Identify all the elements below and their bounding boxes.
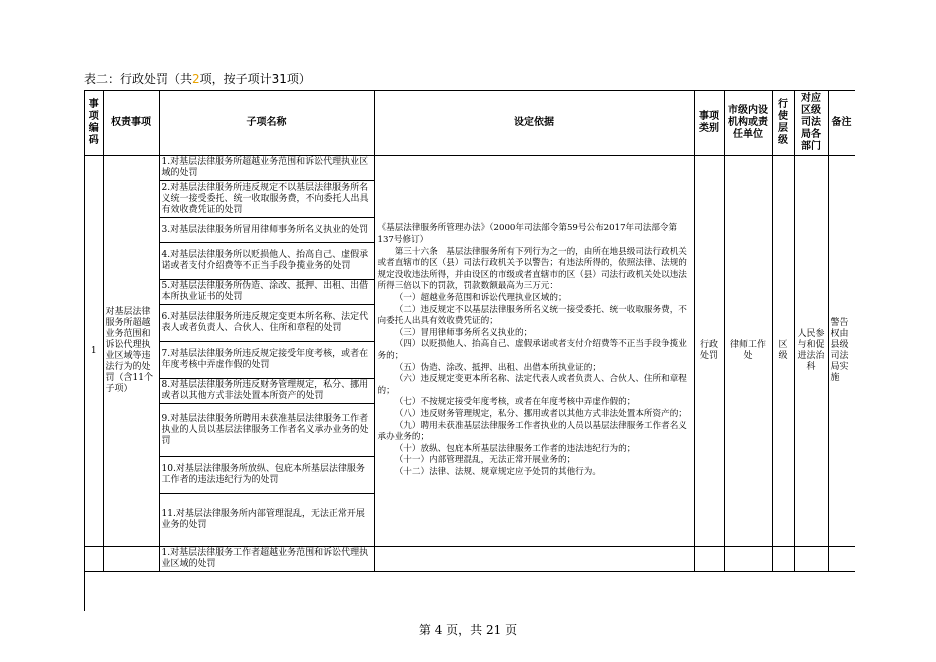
sub-item: 1.对基层法律服务工作者超越业务范围和诉讼代理执业区域的处罚 [159,547,374,572]
item-code [85,547,103,572]
item-category [694,547,724,572]
table-row [85,547,855,572]
power-item: 对基层法律服务所超越业务范围和诉讼代理执业区域等违法行为的处罚（含11个子项） [103,156,159,547]
sub-item: 2.对基层法律服务所违反规定不以基层法律服务所名义统一接受委托、统一收取服务费，不向委托人出具有效收费凭证的处罚 [159,181,374,218]
basis-line: （十二）法律、法规、规章规定应予处罚的其他行为。 [394,466,601,477]
sub-item: 5.对基层法律服务所伪造、涂改、抵押、出租、出借本所执业证书的处罚 [159,280,374,305]
basis-line: （一）超越业务范围和诉讼代理执业区域的； [394,293,567,304]
basis-line: （六）违反规定变更本所名称、法定代表人或者负责人、合伙人、住所和章程的； [377,374,687,396]
exercise-level: 区级 [772,156,794,547]
page-footer: 第 4 页，共 21 页 [418,623,518,637]
legal-basis [374,156,694,547]
item-category: 行政处罚 [694,156,724,547]
penalty-table [85,91,855,572]
header-dept: 对应区级司法局各部门 [794,91,828,156]
header-basis: 设定依据 [374,91,694,156]
district-dept [794,547,828,572]
sub-item: 7.对基层法律服务所违反规定接受年度考核，或者在年度考核中弄虚作假的处罚 [159,342,374,379]
basis-line: （八）违反财务管理规定，私分、挪用或者以其他方式非法处置本所资产的； [394,408,687,419]
caption-prefix: 表二：行政处罚（共 [84,72,193,86]
note: 警告权由县级司法局实施 [828,156,855,547]
basis-line: 第三十六条 基层法律服务所有下列行为之一的，由所在地县级司法行政机关或者直辖市的区（县）司法行政机关予以警告；有违法所得的，依照法律、法规的规定没收违法所得，并由设区的市级或者直辖市的区（县）司法行政机关处以违法所得三倍以下的罚款，罚款数额最高为三万元： [377,246,687,292]
caption-suffix: 项，按子项计31项） [199,72,311,86]
header-item-code: 事项编码 [85,91,103,156]
responsible-unit: 律师工作处 [724,156,772,547]
sub-item: 11.对基层法律服务所内部管理混乱，无法正常开展业务的处罚 [159,494,374,547]
power-item [103,547,159,572]
header-category: 事项类别 [694,91,724,156]
sub-item: 1.对基层法律服务所超越业务范围和诉讼代理执业区域的处罚 [159,156,374,181]
sub-item: 6.对基层法律服务所违反规定变更本所名称、法定代表人或者负责人、合伙人、住所和章程的处罚 [159,305,374,342]
basis-line: （九）聘用未获准基层法律服务工作者执业的人员以基层法律服务工作者名义承办业务的； [377,420,687,443]
basis-line: （四）以贬损他人、抬高自己、虚假承诺或者支付介绍费等不正当手段争揽业务的； [377,339,687,361]
basis-line: （七）不按规定接受年度考核，或者在年度考核中弄虚作假的； [394,397,636,408]
caption-count: 2 [192,72,200,86]
basis-line: （二）违反规定不以基层法律服务所名义统一接受委托、统一收取服务费，不向委托人出具有效收费凭证的； [377,304,687,327]
header-sub-item: 子项名称 [159,91,374,156]
basis-line: （五）伪造、涂改、抵押、出租、出借本所执业证的； [394,362,601,373]
sub-item: 10.对基层法律服务所放纵、包庇本所基层法律服务工作者的违法违纪行为的处罚 [159,457,374,494]
header-unit: 市级内设机构或责任单位 [724,91,772,156]
exercise-level [772,547,794,572]
penalty-table-viewport [84,90,855,611]
basis-line: （十）放纵、包庇本所基层法律服务工作者的违法违纪行为的； [394,443,636,454]
district-dept: 人民参与和促进法治科 [794,156,828,547]
item-code: 1 [85,156,103,547]
basis-line: （三）冒用律师事务所名义执业的； [394,327,533,338]
table-row [85,156,855,181]
note [828,547,855,572]
legal-basis [374,547,694,572]
header-power-item: 权责事项 [103,91,159,156]
table-caption [84,70,311,87]
sub-item: 4.对基层法律服务所以贬损他人、抬高自己、虚假承诺或者支付介绍费等不正当手段争揽业务的处罚 [159,243,374,280]
sub-item: 3.对基层法律服务所冒用律师事务所名义执业的处罚 [159,218,374,243]
sub-item: 9.对基层法律服务所聘用未获准基层法律服务工作者执业的人员以基层法律服务工作者名义承办业务的处罚 [159,404,374,457]
header-row [85,91,855,156]
sub-item: 8.对基层法律服务所违反财务管理规定，私分、挪用或者以其他方式非法处置本所资产的处罚 [159,379,374,404]
header-note: 备注 [828,91,855,156]
basis-line: 《基层法律服务所管理办法》（2000年司法部令第59号公布2017年司法部令第137号修订） [377,223,678,246]
header-level: 行使层级 [772,91,794,156]
responsible-unit [724,547,772,572]
basis-line: （十一）内部管理混乱，无法正常开展业务的； [394,455,576,466]
